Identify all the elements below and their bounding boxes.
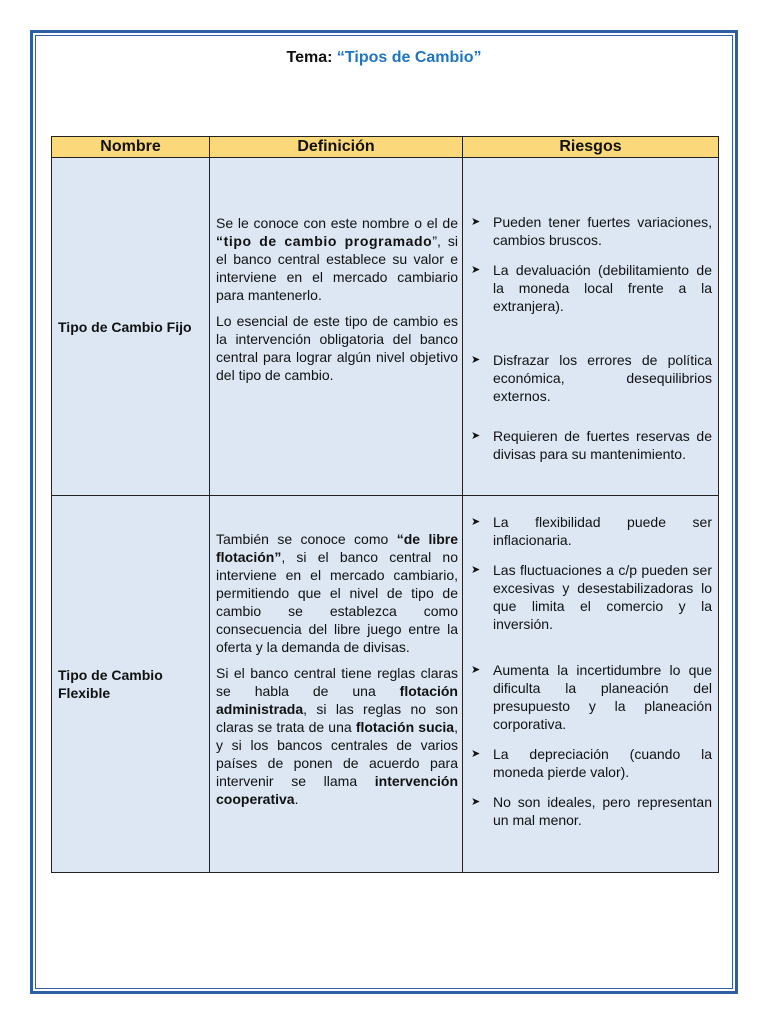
definition-paragraph [216,214,458,304]
risk-text: Las fluctuaciones a c/p pueden ser excesivas y desestabilizadoras lo que limita el comercio y la inversión. [493,562,712,632]
risk-text: La flexibilidad puede ser inflacionaria. [493,514,712,548]
header-riesgos: Riesgos [463,137,719,158]
arrowhead-bullet-icon: ➤ [471,264,481,276]
definition-bold-text: flotación sucia [355,719,455,735]
exchange-rate-table [51,136,719,873]
table-header-row [52,137,719,158]
risk-item [471,427,712,463]
arrowhead-bullet-icon: ➤ [471,430,481,442]
row-definition-cell [210,158,463,496]
risk-item [471,745,712,781]
arrowhead-bullet-icon: ➤ [471,564,481,576]
definition-paragraph [216,664,458,808]
definition-text: , y si los bancos centrales de varios países de ponen de acuerdo para intervenir se llama [216,719,458,789]
table-row [52,496,719,873]
definition-bold-text: “de libre flotación” [216,531,459,565]
header-nombre: Nombre [52,137,210,158]
page-title [0,49,768,67]
definition-paragraph [216,530,458,656]
definition-bold-text: “tipo de cambio programado [216,233,433,249]
risk-text: Pueden tener fuertes variaciones, cambios bruscos. [493,214,712,248]
row-risks-cell [463,496,719,873]
arrowhead-bullet-icon: ➤ [471,664,481,676]
definition-text: Lo esencial de este tipo de cambio es la intervención obligatoria del banco central para lograr algún nivel objetivo del tipo de cambio. [216,313,458,383]
risk-item [471,351,712,405]
risk-item [471,261,712,315]
risk-item [471,513,712,549]
risk-item [471,561,712,633]
risk-text: Aumenta la incertidumbre lo que dificulta la planeación del presupuesto y la planeación corporativa. [493,662,712,732]
risk-item [471,793,712,829]
definition-text: Se le conoce con este nombre o el de [216,215,458,231]
header-definicion: Definición [210,137,463,158]
row-definition-cell [210,496,463,873]
definition-text: , si el banco central no interviene en el mercado cambiario, permitiendo que el nivel de tipo de cambio se establezca como consecuencia del libre juego entre la oferta y la demanda de divisas. [216,549,458,655]
arrowhead-bullet-icon: ➤ [471,516,481,528]
definition-text: . [294,791,299,807]
title-prefix: Tema: [286,49,337,66]
row-risks-cell [463,158,719,496]
definition-paragraph [216,312,458,384]
table-row [52,158,719,496]
risk-text: La depreciación (cuando la moneda pierde valor). [493,746,712,780]
arrowhead-bullet-icon: ➤ [471,796,481,808]
risk-item [471,213,712,249]
arrowhead-bullet-icon: ➤ [471,216,481,228]
row-name-cell: Tipo de Cambio Fijo [52,158,210,496]
risk-text: La devaluación (debilitamiento de la moneda local frente a la extranjera). [493,262,712,314]
arrowhead-bullet-icon: ➤ [471,354,481,366]
definition-text: Si el banco central tiene reglas claras se habla de una [216,665,458,699]
definition-bold-text: flotación administrada [216,683,458,717]
risk-text: No son ideales, pero representan un mal menor. [493,794,712,828]
risk-text: Disfrazar los errores de política económica, desequilibrios externos. [493,352,712,404]
definition-text: ”, si el banco central establece su valor e interviene en el mercado cambiario para mantenerlo. [216,233,459,303]
definition-text: , si las reglas no son claras se trata de una [216,701,458,735]
definition-text: También se conoce como [216,531,397,547]
risk-item [471,661,712,733]
arrowhead-bullet-icon: ➤ [471,748,481,760]
title-highlight: “Tipos de Cambio” [336,49,482,66]
risk-text: Requieren de fuertes reservas de divisas para su mantenimiento. [493,428,712,462]
definition-bold-text: intervención cooperativa [216,773,458,807]
row-name-cell: Tipo de Cambio Flexible [52,496,210,873]
